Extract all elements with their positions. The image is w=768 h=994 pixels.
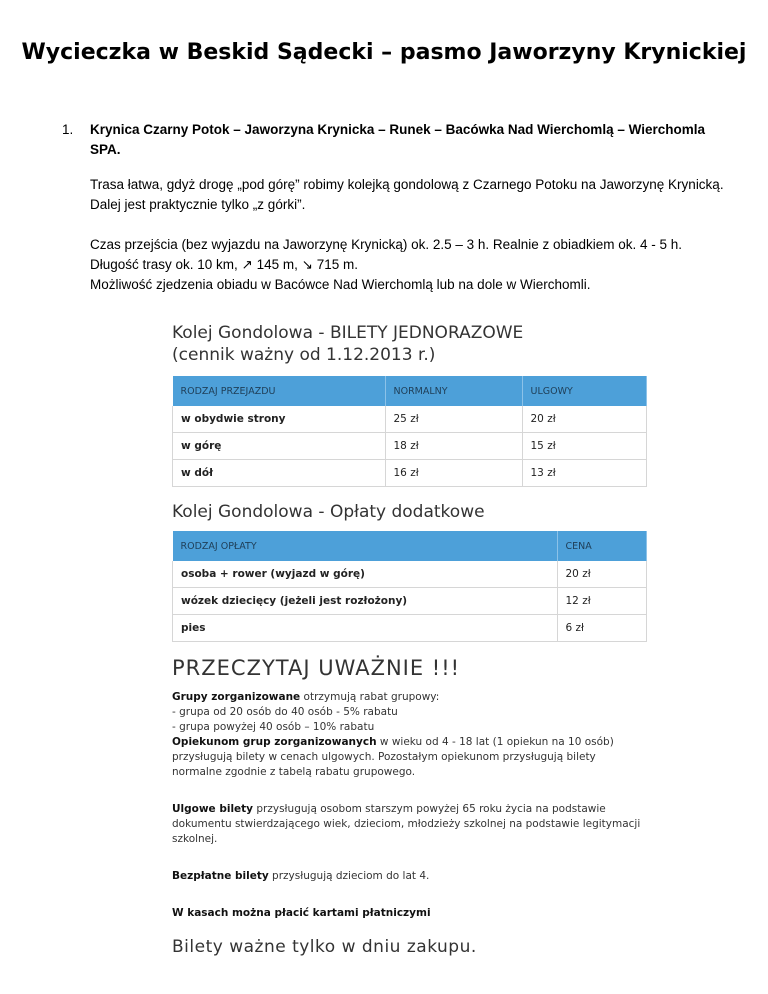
reduced-bold: Ulgowe bilety [172,803,254,815]
reduced-text: przysługują osobom starszym powyżej 65 roku życia na podstawie dokumentu stwierdzającego wiek, dzieciom, młodzieży szkolnej na podstawie legitymacji szkolnej. [172,803,641,845]
guardians-note [172,735,647,780]
tickets-validity: (cennik ważny od 1.12.2013 r.) [172,345,436,365]
price-normal: 25 zł [385,406,522,433]
group-discount-2: - grupa powyżej 40 osób – 10% rabatu [172,721,375,733]
fee-type: wózek dziecięcy (jeżeli jest rozłożony) [173,588,558,615]
fee-type: pies [173,615,558,642]
extras-heading: Kolej Gondolowa - Opłaty dodatkowe [172,502,485,522]
fee-price: 20 zł [557,561,647,588]
price-normal: 16 zł [385,460,522,487]
ride-type: w górę [173,433,386,460]
table-row [173,561,647,588]
price-reduced: 20 zł [522,406,647,433]
price-normal: 18 zł [385,433,522,460]
fee-price: 6 zł [557,615,647,642]
guardians-bold: Opiekunom grup zorganizowanych [172,736,377,748]
groups-note [172,690,647,705]
ride-type: w obydwie strony [173,406,386,433]
header-fee-type: RODZAJ OPŁATY [173,531,558,561]
table-row [173,433,647,460]
table-header-row [173,376,647,406]
table-row [173,460,647,487]
price-list-image [172,322,647,957]
free-note [172,869,647,884]
header-reduced: ULGOWY [522,376,647,406]
group-discount-1: - grupa od 20 osób do 40 osób - 5% rabatu [172,706,398,718]
free-text: przysługują dzieciom do lat 4. [268,870,430,882]
cards-note [172,906,647,921]
page-title: Wycieczka w Beskid Sądecki – pasmo Jaworzyny Krynickiej [21,40,747,65]
header-normal: NORMALNY [385,376,522,406]
cards-bold: W kasach można płacić kartami płatniczymi [172,907,431,919]
header-ride-type: RODZAJ PRZEJAZDU [173,376,386,406]
reduced-note [172,802,647,847]
valid-note: Bilety ważne tylko w dniu zakupu. [172,937,477,957]
table-row [173,615,647,642]
route-heading: Krynica Czarny Potok – Jaworzyna Krynicka – Runek – Bacówka Nad Wierchomlą – Wierchomla SPA. [90,122,705,157]
route-details [90,235,730,295]
guardians-text: w wieku od 4 - 18 lat (1 opiekun na 10 osób) przysługują bilety w cenach ulgowych. Pozostałym opiekunom przysługują bilety normalne zgodnie z tabelą rabatu grupowego. [172,736,614,778]
fee-type: osoba + rower (wyjazd w górę) [173,561,558,588]
header-price: CENA [557,531,647,561]
route-number: 1. [62,122,74,137]
route-length: Długość trasy ok. 10 km, ↗ 145 m, ↘ 715 m. [90,257,358,272]
route-time: Czas przejścia (bez wyjazdu na Jaworzynę Krynicką) ok. 2.5 – 3 h. Realnie z obiadkiem ok. 4 - 5 h. [90,237,683,252]
notice-heading: PRZECZYTAJ UWAŻNIE !!! [172,656,461,680]
fee-price: 12 zł [557,588,647,615]
tickets-heading: Kolej Gondolowa - BILETY JEDNORAZOWE [172,323,524,343]
route-dinner: Możliwość zjedzenia obiadu w Bacówce Nad Wierchomlą lub na dole w Wierchomli. [90,277,591,292]
route-item [62,120,722,160]
groups-bold: Grupy zorganizowane [172,691,301,703]
table-row [173,406,647,433]
table-row [173,588,647,615]
free-bold: Bezpłatne bilety [172,870,269,882]
extras-table [172,531,647,642]
ride-type: w dół [173,460,386,487]
price-reduced: 13 zł [522,460,647,487]
price-reduced: 15 zł [522,433,647,460]
table-header-row [173,531,647,561]
route-description: Trasa łatwa, gdyż drogę „pod górę” robimy kolejką gondolową z Czarnego Potoku na Jaworzynę Krynicką. Dalej jest praktycznie tylko „z górki”. [90,177,724,212]
tickets-table [172,376,647,487]
groups-text: otrzymują rabat grupowy: [300,691,440,703]
